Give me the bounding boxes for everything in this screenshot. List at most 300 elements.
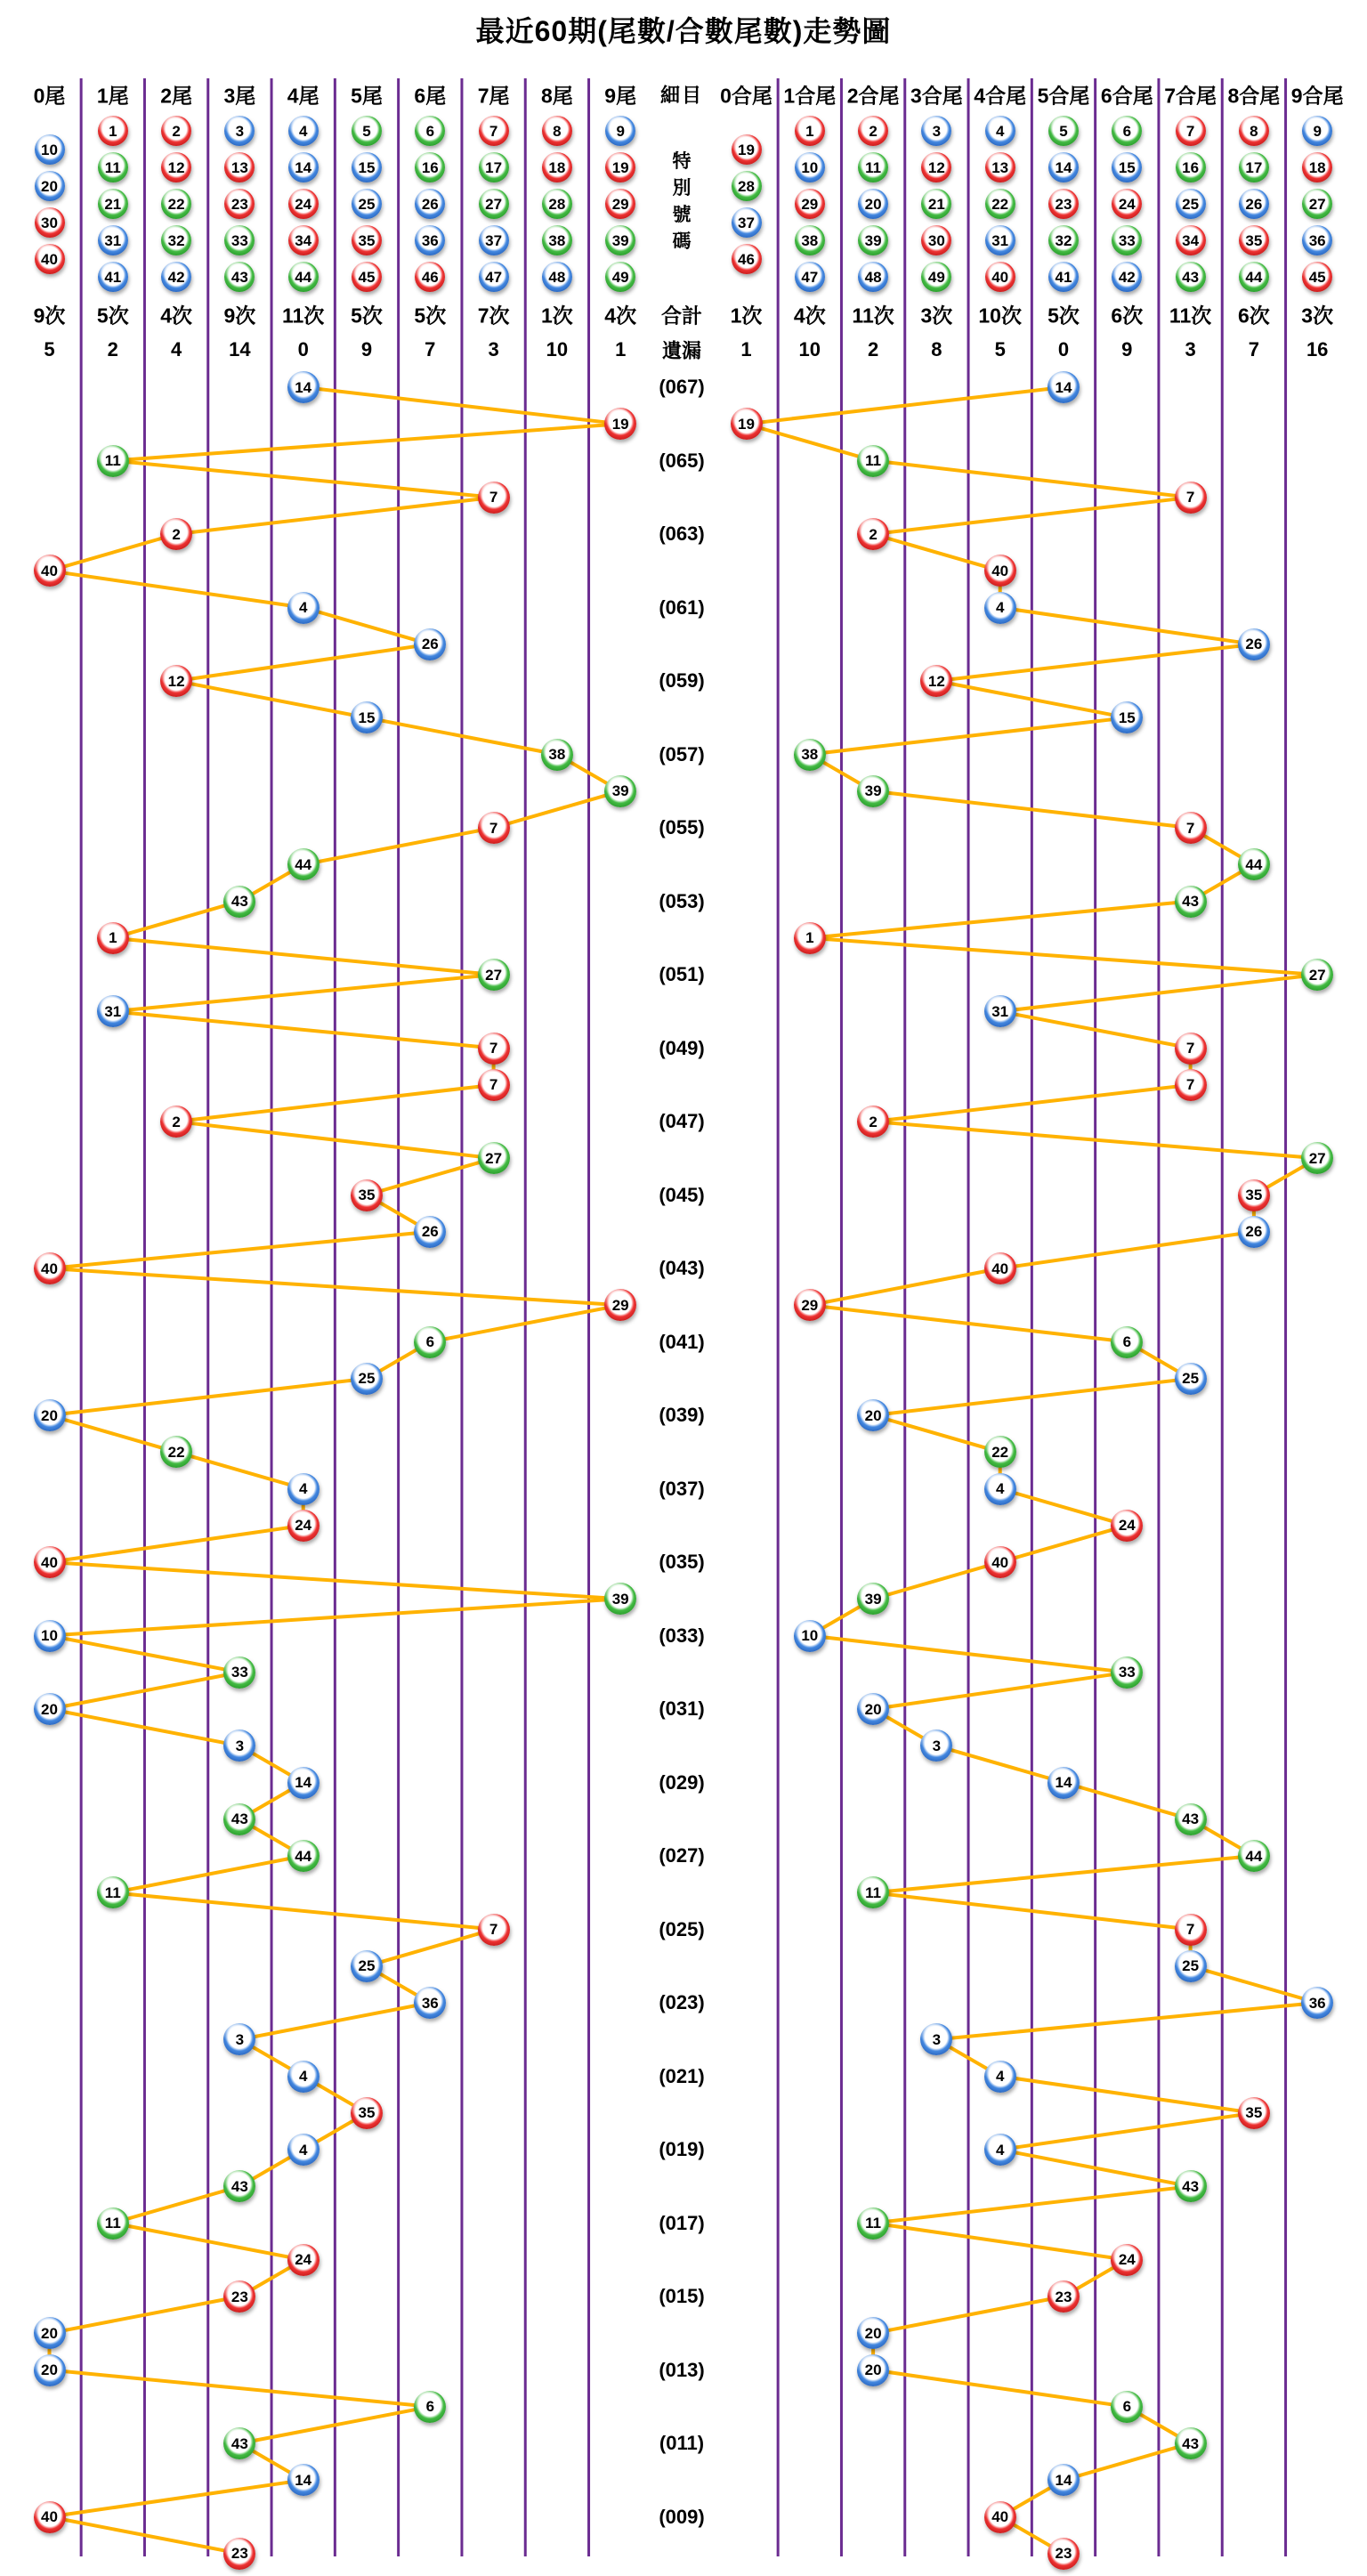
ball-number: 26 [421, 636, 439, 653]
ball-number: 43 [231, 893, 248, 910]
header-ball [605, 152, 635, 182]
header-ball [605, 116, 635, 146]
header-ball [795, 225, 825, 255]
ball-number: 24 [1118, 1517, 1136, 1535]
ball-number: 40 [991, 2508, 1009, 2525]
period-label: (029) [659, 1770, 705, 1794]
chart-ball-sum-tail [984, 1473, 1016, 1505]
header-ball [479, 116, 509, 146]
chart-ball-sum-tail [857, 2207, 889, 2240]
chart-ball-sum-tail [920, 2023, 952, 2055]
chart-ball-sum-tail [984, 555, 1016, 587]
chart-ball-sum-tail [1238, 1179, 1270, 1211]
header-ball [35, 244, 65, 274]
column-header-left-1: 1尾 [96, 84, 129, 108]
ball-number: 20 [41, 1700, 58, 1718]
header-ball [415, 116, 445, 146]
header-ball [1112, 262, 1142, 292]
ball-number: 7 [489, 122, 498, 140]
ball-number: 14 [295, 158, 312, 176]
header-ball [98, 189, 128, 219]
period-label: (037) [659, 1477, 705, 1500]
ball-number: 36 [421, 1994, 439, 2012]
ball-number: 40 [41, 1260, 58, 1277]
header-ball [985, 225, 1015, 255]
ball-number: 26 [1245, 195, 1263, 213]
ball-number: 31 [991, 231, 1009, 249]
ball-number: 40 [991, 562, 1009, 579]
ball-number: 40 [41, 1553, 58, 1571]
ball-number: 41 [1055, 268, 1072, 286]
chart-ball-sum-tail [984, 1546, 1016, 1578]
header-ball [921, 225, 951, 255]
ball-number: 9 [616, 122, 625, 140]
period-label: (053) [659, 889, 705, 912]
header-ball [605, 189, 635, 219]
ball-number: 42 [167, 268, 185, 286]
ball-number: 4 [298, 599, 308, 616]
chart-ball-sum-tail [1111, 1510, 1143, 1542]
column-count-right-1: 4次 [793, 304, 826, 328]
ball-number: 7 [1185, 819, 1195, 837]
ball-number: 13 [991, 158, 1009, 176]
ball-number: 7 [489, 1076, 498, 1094]
ball-number: 44 [1245, 855, 1263, 873]
ball-number: 12 [927, 672, 945, 690]
column-miss-left-7: 3 [488, 338, 499, 360]
column-header-right-8: 8合尾 [1227, 84, 1281, 108]
ball-number: 43 [1182, 893, 1200, 910]
ball-number: 17 [1245, 158, 1263, 176]
ball-number: 3 [235, 122, 245, 140]
column-count-left-4: 11次 [282, 304, 325, 328]
header-ball [1048, 262, 1079, 292]
ball-number: 11 [104, 452, 121, 469]
column-count-right-6: 6次 [1111, 304, 1144, 328]
period-label: (015) [659, 2285, 705, 2307]
ball-number: 7 [489, 1921, 498, 1938]
ball-number: 2 [869, 525, 878, 543]
header-ball [479, 189, 509, 219]
header-ball [98, 262, 128, 292]
header-ball [1239, 152, 1269, 182]
period-label: (023) [659, 1991, 705, 2013]
ball-number: 6 [425, 2398, 435, 2416]
period-label: (041) [659, 1330, 705, 1353]
column-count-left-5: 5次 [351, 304, 383, 328]
chart-ball-tail [34, 2317, 66, 2349]
header-ball [985, 262, 1015, 292]
header-ball [858, 225, 888, 255]
ball-number: 23 [231, 2288, 248, 2305]
ball-number: 27 [485, 195, 503, 213]
header-ball [288, 189, 319, 219]
header-ball [415, 189, 445, 219]
ball-number: 2 [172, 1113, 181, 1130]
chart-ball-sum-tail [1175, 1914, 1207, 1946]
period-label: (027) [659, 1844, 705, 1867]
chart-ball-sum-tail [1047, 1767, 1080, 1799]
ball-number: 29 [611, 195, 629, 213]
chart-ball-sum-tail [1175, 1363, 1207, 1395]
ball-number: 25 [358, 1370, 376, 1388]
header-ball [1176, 116, 1206, 146]
ball-number: 34 [1182, 231, 1200, 249]
ball-number: 27 [1308, 195, 1326, 213]
ball-number: 20 [41, 2324, 58, 2342]
chart-ball-tail [223, 886, 255, 918]
ball-number: 2 [172, 122, 181, 140]
chart-ball-tail [478, 1914, 510, 1946]
ball-number: 47 [485, 268, 503, 286]
ball-number: 24 [295, 1517, 312, 1535]
special-number-label-char: 特 [672, 151, 692, 172]
ball-number: 35 [1245, 231, 1263, 249]
chart-ball-sum-tail [1175, 482, 1207, 514]
column-header-right-4: 4合尾 [974, 84, 1027, 108]
ball-number: 3 [932, 2030, 942, 2048]
column-miss-left-6: 7 [425, 338, 436, 360]
ball-number: 38 [548, 231, 566, 249]
chart-ball-sum-tail [1175, 2170, 1207, 2202]
column-header-left-6: 6尾 [414, 84, 447, 108]
period-label: (031) [659, 1697, 705, 1720]
header-ball [732, 171, 762, 201]
header-ball [352, 225, 382, 255]
ball-number: 10 [41, 141, 58, 158]
special-number-label-char: 別 [672, 178, 692, 198]
ball-number: 35 [358, 231, 376, 249]
chart-ball-sum-tail [857, 2317, 889, 2349]
chart-ball-tail [414, 1326, 446, 1358]
chart-ball-sum-tail [1047, 2464, 1080, 2496]
column-header-right-6: 6合尾 [1100, 84, 1153, 108]
ball-number: 26 [1245, 1223, 1263, 1241]
column-miss-left-9: 1 [615, 338, 627, 360]
header-ball [732, 134, 762, 165]
column-count-left-6: 5次 [414, 304, 447, 328]
ball-number: 12 [927, 158, 945, 176]
header-ball [921, 152, 951, 182]
ball-number: 4 [995, 2141, 1005, 2159]
header-ball [1239, 225, 1269, 255]
column-miss-right-2: 2 [867, 338, 879, 360]
header-ball [795, 189, 825, 219]
ball-number: 21 [104, 195, 122, 213]
column-header-left-3: 3尾 [223, 84, 256, 108]
chart-ball-tail [478, 482, 510, 514]
ball-number: 46 [421, 268, 439, 286]
column-header-right-2: 2合尾 [846, 84, 900, 108]
ball-number: 37 [485, 231, 503, 249]
chart-ball-tail [287, 2061, 320, 2093]
ball-number: 25 [1182, 1957, 1200, 1975]
ball-number: 27 [1308, 966, 1326, 984]
ball-number: 33 [1118, 1664, 1136, 1681]
special-number-label-char: 號 [672, 205, 692, 225]
ball-number: 40 [991, 268, 1009, 286]
ball-number: 24 [295, 2251, 312, 2269]
period-label: (017) [659, 2211, 705, 2234]
header-ball [858, 262, 888, 292]
chart-ball-sum-tail [1111, 2391, 1143, 2423]
ball-number: 5 [1059, 122, 1068, 140]
column-count-right-5: 5次 [1047, 304, 1080, 328]
chart-ball-tail [414, 1216, 446, 1248]
column-miss-right-9: 16 [1306, 338, 1329, 360]
chart-ball-tail [287, 848, 320, 880]
chart-ball-sum-tail [984, 1252, 1016, 1284]
header-ball [35, 207, 65, 238]
chart-ball-tail [478, 1069, 510, 1101]
ball-number: 4 [995, 122, 1005, 140]
chart-ball-tail [34, 1399, 66, 1431]
ball-number: 19 [611, 415, 629, 433]
ball-number: 28 [548, 195, 566, 213]
column-header-right-1: 1合尾 [783, 84, 837, 108]
chart-ball-sum-tail [984, 592, 1016, 624]
ball-number: 11 [104, 158, 121, 176]
chart-ball-tail [604, 775, 636, 807]
ball-number: 28 [738, 177, 755, 195]
ball-number: 13 [231, 158, 248, 176]
chart-ball-tail [160, 518, 192, 550]
header-ball [1176, 225, 1206, 255]
chart-ball-sum-tail [984, 1436, 1016, 1468]
chart-ball-tail [604, 1583, 636, 1615]
column-header-left-9: 9尾 [604, 84, 637, 108]
ball-number: 11 [104, 2215, 121, 2232]
chart-ball-tail [160, 665, 192, 697]
ball-number: 9 [1313, 122, 1322, 140]
chart-ball-sum-tail [794, 922, 826, 954]
period-label: (033) [659, 1624, 705, 1647]
ball-number: 12 [167, 158, 185, 176]
column-header-left-2: 2尾 [160, 84, 192, 108]
ball-number: 15 [358, 158, 376, 176]
header-ball [1302, 262, 1332, 292]
header-ball [161, 116, 191, 146]
ball-number: 26 [1245, 636, 1263, 653]
ball-number: 18 [548, 158, 566, 176]
ball-number: 30 [41, 214, 58, 231]
ball-number: 39 [864, 231, 882, 249]
ball-number: 14 [295, 2471, 312, 2489]
column-miss-right-0: 1 [740, 338, 752, 360]
ball-number: 43 [1182, 1810, 1200, 1828]
chart-ball-sum-tail [984, 2134, 1016, 2166]
ball-number: 35 [358, 2104, 376, 2122]
ball-number: 48 [864, 268, 882, 286]
header-ball [1048, 225, 1079, 255]
chart-ball-tail [223, 2023, 255, 2055]
ball-number: 6 [1122, 1333, 1132, 1350]
header-ball [1302, 116, 1332, 146]
ball-number: 1 [109, 122, 117, 140]
column-count-left-0: 9次 [33, 304, 66, 328]
ball-number: 29 [801, 195, 819, 213]
header-ball [858, 152, 888, 182]
header-ball [542, 225, 572, 255]
chart-ball-sum-tail [984, 995, 1016, 1027]
column-count-left-8: 1次 [540, 304, 573, 328]
chart-ball-tail [34, 1620, 66, 1652]
header-ball [288, 116, 319, 146]
ball-number: 38 [801, 231, 819, 249]
ball-number: 15 [358, 709, 376, 726]
ball-number: 41 [104, 268, 122, 286]
ball-number: 39 [864, 782, 882, 800]
header-ball [288, 225, 319, 255]
ball-number: 47 [801, 268, 819, 286]
ball-number: 7 [489, 819, 498, 837]
chart-ball-tail [604, 1289, 636, 1321]
chart-ball-sum-tail [1047, 371, 1080, 403]
header-ball [1176, 189, 1206, 219]
chart-ball-tail [541, 739, 573, 771]
ball-number: 31 [104, 231, 122, 249]
ball-number: 3 [932, 1737, 942, 1754]
chart-ball-tail [97, 2207, 129, 2240]
ball-number: 21 [927, 195, 945, 213]
ball-number: 5 [362, 122, 371, 140]
page-title: 最近60期(尾數/合數尾數)走勢圖 [475, 15, 892, 47]
column-miss-right-5: 0 [1057, 338, 1070, 360]
ball-number: 2 [172, 525, 181, 543]
period-label: (025) [659, 1917, 705, 1940]
chart-ball-tail [287, 592, 320, 624]
chart-ball-tail [287, 2464, 320, 2496]
ball-number: 14 [295, 1774, 312, 1791]
header-ball [985, 152, 1015, 182]
ball-number: 11 [865, 2215, 882, 2232]
ball-number: 11 [865, 452, 882, 469]
column-miss-right-6: 9 [1121, 338, 1133, 360]
header-ball [1176, 152, 1206, 182]
chart-ball-sum-tail [857, 1876, 889, 1908]
ball-number: 25 [1182, 1370, 1200, 1388]
chart-ball-tail [223, 1729, 255, 1762]
chart-ball-tail [160, 1106, 192, 1138]
chart-ball-sum-tail [857, 445, 889, 477]
period-label: (013) [659, 2358, 705, 2381]
column-count-right-7: 11次 [1169, 304, 1212, 328]
header-ball [161, 262, 191, 292]
ball-number: 39 [864, 1590, 882, 1608]
period-label: (045) [659, 1183, 705, 1206]
chart-ball-sum-tail [857, 1399, 889, 1431]
ball-number: 3 [235, 2030, 245, 2048]
period-label: (035) [659, 1551, 705, 1573]
ball-number: 40 [41, 562, 58, 579]
chart-ball-tail [223, 2538, 255, 2570]
ball-number: 20 [864, 1700, 882, 1718]
chart-ball-tail [223, 1803, 255, 1835]
ball-number: 31 [991, 1002, 1009, 1020]
header-ball [415, 262, 445, 292]
ball-number: 24 [295, 195, 312, 213]
chart-ball-tail [478, 1142, 510, 1174]
column-miss-left-2: 4 [170, 338, 182, 360]
ball-number: 44 [295, 268, 312, 286]
ball-number: 11 [865, 158, 882, 176]
ball-number: 4 [995, 1480, 1005, 1497]
ball-number: 33 [1118, 231, 1136, 249]
chart-ball-sum-tail [857, 518, 889, 550]
ball-number: 25 [1182, 195, 1200, 213]
chart-ball-sum-tail [1175, 1950, 1207, 1982]
ball-number: 23 [231, 195, 248, 213]
header-ball [479, 225, 509, 255]
ball-number: 12 [167, 672, 185, 690]
chart-ball-tail [223, 2427, 255, 2459]
ball-number: 6 [1122, 2398, 1132, 2416]
header-ball [732, 244, 762, 274]
header-ball [1112, 225, 1142, 255]
column-header-right-3: 3合尾 [910, 84, 963, 108]
chart-ball-tail [287, 2134, 320, 2166]
ball-number: 33 [231, 231, 248, 249]
chart-ball-sum-tail [794, 1620, 826, 1652]
column-count-left-3: 9次 [223, 304, 256, 328]
header-ball [542, 189, 572, 219]
column-header-left-0: 0尾 [33, 84, 66, 108]
header-ball [415, 225, 445, 255]
header-ball [732, 207, 762, 238]
header-ball [479, 262, 509, 292]
ball-number: 40 [991, 1553, 1009, 1571]
header-ball [288, 262, 319, 292]
period-label: (039) [659, 1404, 705, 1426]
ball-number: 6 [1122, 122, 1132, 140]
chart-ball-sum-tail [857, 2354, 889, 2386]
chart-ball-sum-tail [1238, 2097, 1270, 2129]
chart-ball-sum-tail [1047, 2538, 1080, 2570]
chart-ball-sum-tail [857, 1106, 889, 1138]
chart-ball-sum-tail [1301, 959, 1333, 991]
header-ball [224, 189, 255, 219]
header-ball [1302, 189, 1332, 219]
period-label: (021) [659, 2064, 705, 2087]
ball-number: 14 [1055, 1774, 1072, 1791]
ball-number: 16 [1182, 158, 1200, 176]
ball-number: 43 [231, 2177, 248, 2195]
ball-number: 30 [927, 231, 945, 249]
header-ball [858, 116, 888, 146]
ball-number: 19 [738, 141, 755, 158]
ball-number: 46 [738, 250, 755, 268]
chart-ball-tail [478, 1033, 510, 1065]
column-miss-right-3: 8 [931, 338, 942, 360]
chart-ball-sum-tail [984, 2061, 1016, 2093]
chart-ball-tail [287, 371, 320, 403]
header-ball [542, 262, 572, 292]
chart-ball-sum-tail [1175, 1033, 1207, 1065]
chart-ball-sum-tail [1175, 1803, 1207, 1835]
ball-number: 32 [167, 231, 185, 249]
miss-row-label: 遺漏 [661, 339, 702, 362]
header-ball [1048, 116, 1079, 146]
ball-number: 4 [995, 2068, 1005, 2085]
ball-number: 44 [1245, 1847, 1263, 1865]
ball-number: 7 [1185, 1040, 1195, 1057]
ball-number: 11 [865, 1883, 882, 1901]
ball-number: 23 [1055, 195, 1072, 213]
column-miss-left-5: 9 [360, 338, 373, 360]
ball-number: 17 [485, 158, 503, 176]
chart-ball-tail [34, 1546, 66, 1578]
ball-number: 36 [1308, 231, 1326, 249]
